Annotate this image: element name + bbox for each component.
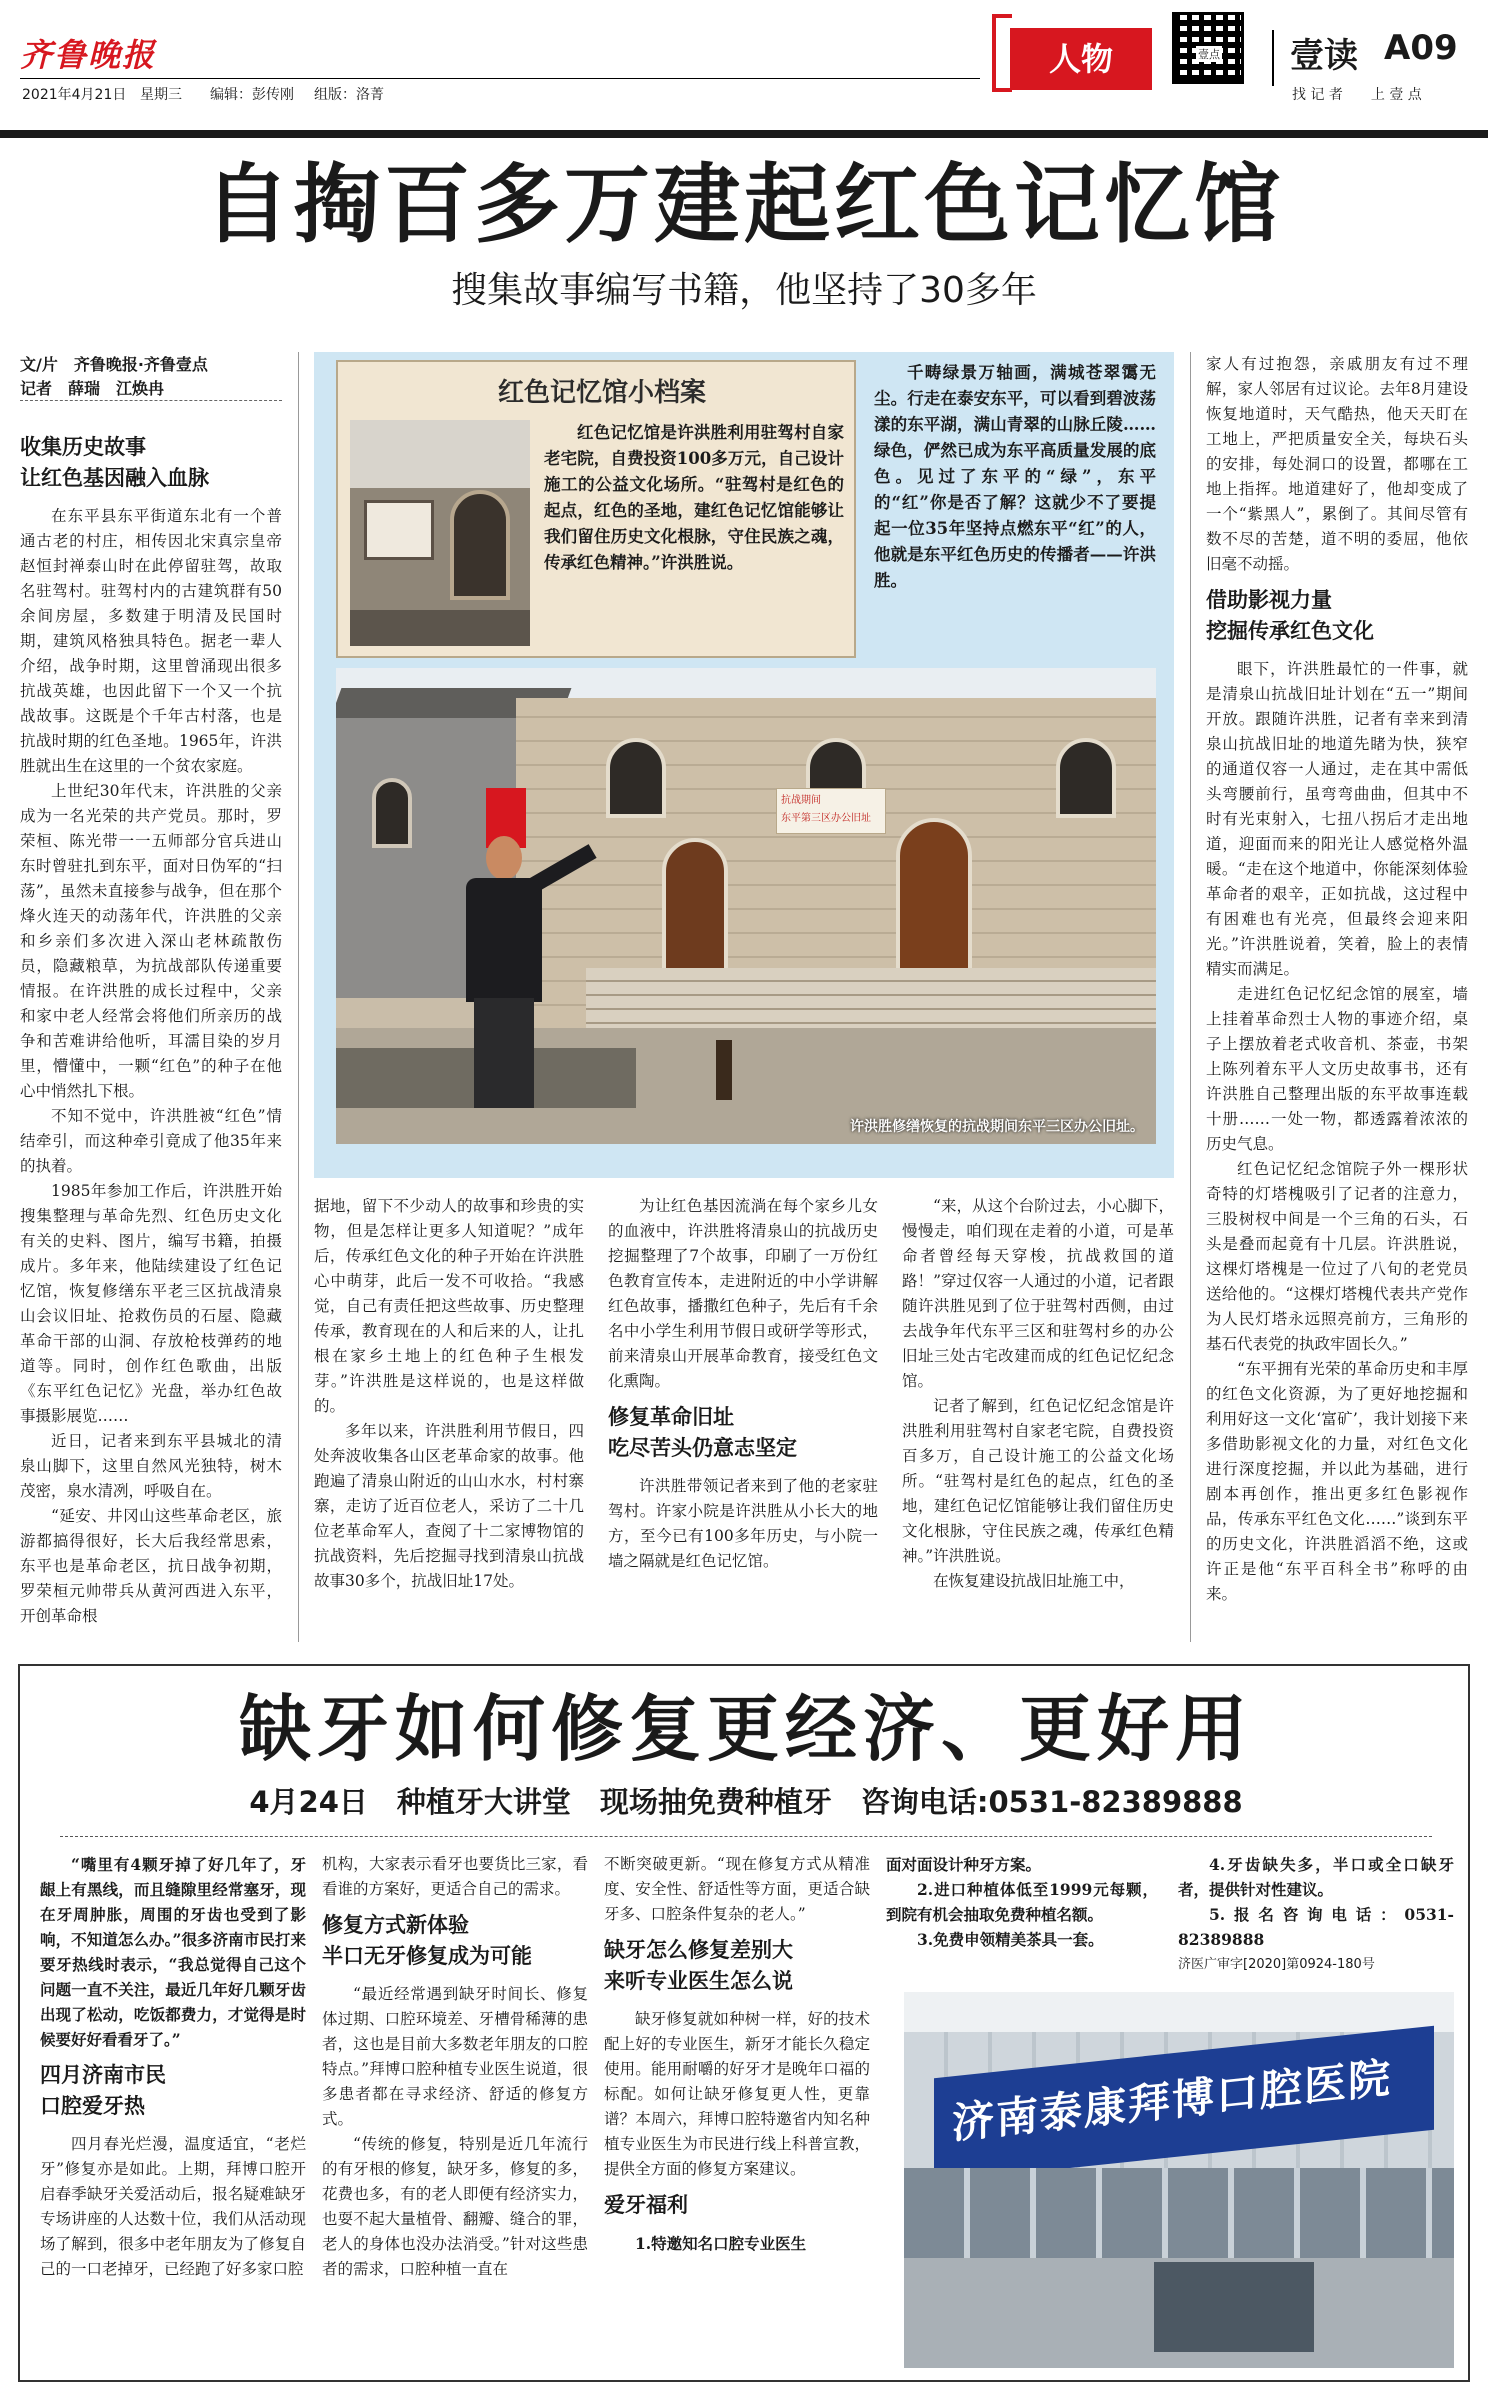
intro-text: 千畴绿景万轴画，满城苍翠霭无尘。行走在泰安东平，可以看到碧波荡漾的东平湖，满山青翠的山脉丘陵……绿色，俨然已成为东平高质量发展的底色。见过了东平的“绿”，东平的“红”你是否了解？这就少不了要提起一位35年坚持点燃东平“红”的人，他就是东平红色历史的传播者——许洪胜。 xyxy=(874,363,1156,590)
ad-column-3 xyxy=(604,1852,870,2372)
issue-date: 2021年4月21日 xyxy=(22,87,127,103)
article-subheadline: 搜集故事编写书籍，他坚持了30多年 xyxy=(451,270,1037,311)
paragraph: 多年以来，许洪胜利用节假日，四处奔波收集各山区老革命家的故事。他跑遍了清泉山附近的山山水水，村村寨寨，走访了近百位老人，采访了二十几位老革命军人，查阅了十二家博物馆的抗战资料，先后挖掘寻找到清泉山抗战故事30多个，抗战旧址17处。 xyxy=(314,1422,584,1590)
paragraph: 在恢复建设抗战旧址施工中， xyxy=(933,1572,1135,1590)
building-window xyxy=(1056,738,1116,818)
paragraph: 1985年参加工作后，许洪胜开始搜集整理与革命先烈、红色历史文化有关的史料、图片，编写书籍，拍摄成片。多年来，他陆续建设了红色记忆馆，恢复修缮东平老三区抗战清泉山会议旧址、抢救伤员的石屋、隐藏革命干部的山洞、存放枪枝弹药的地道等。同时，创作红色歌曲，出版《东平红色记忆》光盘，举办红色故事摄影展览…… xyxy=(20,1182,282,1425)
paragraph: 机构，大家表示看牙也要货比三家，看看谁的方案好，更适合自己的需求。 xyxy=(322,1855,588,1898)
issue-weekday: 星期三 xyxy=(140,87,182,103)
welfare-item: 5.报名咨询电话：0531-82389888 xyxy=(1178,1905,1454,1949)
page-number: A09 xyxy=(1384,28,1458,68)
paragraph: 缺牙修复就如种树一样，好的技术配上好的专业医生，新牙才能长久稳定使用。能用耐嚼的好牙才是晚年口福的标配。如何让缺牙修复更人性，更靠谱？本周六，拜博口腔特邀省内知名种植专业医生为市民进行线上科普宣教，提供全方面的修复方案建议。 xyxy=(604,2010,870,2178)
clinic-windows xyxy=(904,2168,1454,2258)
ad-column-2 xyxy=(322,1852,588,2372)
museum-info-card xyxy=(336,360,856,658)
building-window xyxy=(606,738,666,818)
museum-info-title: 红色记忆馆小档案 xyxy=(498,378,707,408)
ad-column-4 xyxy=(886,1852,1158,1982)
paragraph: 在东平县东平街道东北有一个普通古老的村庄，相传因北宋真宗皇帝赵恒封禅泰山时在此停留驻驾，故取名驻驾村。驻驾村内的古建筑群有50余间房屋，多数建于明清及民国时期，建筑风格独具特色。据老一辈人介绍，战争时期，这里曾涌现出很多抗战英雄，也因此留下一个又一个抗战故事。这既是个千年古村落，也是抗战时期的红色圣地。1965年，许洪胜就出生在这里的一个贫农家庭。 xyxy=(20,507,282,775)
ad-headline: 缺牙如何修复更经济、更好用 xyxy=(238,1687,1253,1771)
welfare-item: 4.牙齿缺失多，半口或全口缺牙者，提供针对性建议。 xyxy=(1178,1855,1454,1899)
byline-rule xyxy=(20,400,282,401)
ad-column-5 xyxy=(1178,1852,1454,1982)
welfare-item: 1.特邀知名口腔专业医生 xyxy=(635,2234,807,2253)
column-rule xyxy=(298,352,299,1642)
ad-subheading-doctor: 缺牙怎么修复差别大 来听专业医生怎么说 xyxy=(604,1938,793,1993)
plaque xyxy=(776,788,886,834)
subheading-film-power: 借助影视力量 挖掘传承红色文化 xyxy=(1206,588,1374,643)
paragraph: 不知不觉中，许洪胜被“红色”情结牵引，而这种牵引竟成了他35年来的执着。 xyxy=(20,1107,282,1175)
thick-rule xyxy=(0,130,1488,138)
museum-doorway-photo xyxy=(350,420,530,646)
paragraph: 不断突破更新。“现在修复方式从精准度、安全性、舒适性等方面，更适合缺牙多、口腔条件复杂的老人。” xyxy=(604,1855,870,1923)
byline-2: 记者 薛瑞 江焕冉 xyxy=(20,379,165,398)
ad-license: 济医广审字[2020]第0924-180号 xyxy=(1178,1957,1375,1972)
museum-info-text: 红色记忆馆是许洪胜利用驻驾村自家老宅院，自费投资100多万元，自己设计施工的公益文化场所。“驻驾村是红色的起点，红色的圣地，建红色记忆馆能够让我们留住历史文化根脉，守住民族之魂，传承红色精神。”许洪胜说。 xyxy=(544,423,844,572)
paragraph: 走进红色记忆纪念馆的展室，墙上挂着革命烈士人物的事迹介绍，桌子上摆放着老式收音机、茶壶，书架上陈列着东平人文历史故事书，还有许洪胜自己整理出版的东平故事连载十册……一处一物，都透露着浓浓的历史气息。 xyxy=(1206,985,1468,1153)
welfare-item: 2.进口种植体低至1999元每颗，到院有机会抽取免费种植名额。 xyxy=(886,1880,1158,1924)
qr-label: 壹点 xyxy=(1198,48,1220,61)
ad-subheading-welfare: 爱牙福利 xyxy=(604,2193,688,2217)
ad-column-1 xyxy=(40,1852,306,2372)
byline-1: 文/片 齐鲁晚报·齐鲁壹点 xyxy=(20,355,208,374)
paragraph: 许洪胜带领记者来到了他的老家驻驾村。许家小院是许洪胜从小长大的地方，至今已有100多年历史，与小院一墙之隔就是红色记忆馆。 xyxy=(608,1477,878,1570)
paragraph: 眼下，许洪胜最忙的一件事，就是清泉山抗战旧址计划在“五一”期间开放。跟随许洪胜，记者有幸来到清泉山抗战旧址的地道先睹为快，狭窄的通道仅容一人通过，走在其中需低头弯腰前行，虽弯弯曲曲，但其中不时有光束射入，七扭八拐后才走出地道，迎面而来的阳光让人感觉格外温暖。“走在这个地道中，你能深刻体验革命者的艰辛，正如抗战，这过程中有困难也有光亮，但最终会迎来阳光。”许洪胜说着，笑着，脸上的表情精实而满足。 xyxy=(1206,660,1468,978)
plaque-line-1: 抗战期间 xyxy=(781,795,821,806)
page-slogan: 找 记 者 上 壹 点 xyxy=(1292,87,1422,103)
section-tab-bracket xyxy=(992,14,1012,92)
header-rule xyxy=(20,78,980,79)
section-tab: 人物 xyxy=(1010,28,1152,90)
article-column-2 xyxy=(314,1194,584,1642)
building-window xyxy=(372,778,412,848)
column-rule xyxy=(1190,352,1191,1642)
red-lantern xyxy=(716,1040,732,1100)
article-headline: 自掏百多万建起红色记忆馆 xyxy=(204,155,1284,255)
paragraph: 据地，留下不少动人的故事和珍贵的实物，但是怎样让更多人知道呢？”成年后，传承红色文化的种子开始在许洪胜心中萌芽，此后一发不可收拾。“我感觉，自己有责任把这些故事、历史整理传承，教育现在的人和后来的人，让扎根在家乡土地上的红色种子生根发芽。”许洪胜是这样说的，也是这样做的。 xyxy=(314,1197,584,1415)
paragraph: “来，从这个台阶过去，小心脚下，慢慢走，咱们现在走着的小道，可是革命者曾经每天穿梭，抗战救国的道路！”穿过仅容一人通过的小道，记者跟随许洪胜见到了位于驻驾村西侧，由过去战争年代东平三区和驻驾村乡的办公旧址三处古宅改建而成的红色记忆纪念馆。 xyxy=(902,1197,1174,1390)
welfare-item: 3.免费申领精美茶具一套。 xyxy=(917,1930,1104,1949)
paragraph: 上世纪30年代末，许洪胜的父亲成为一名光荣的共产党员。那时，罗荣桓、陈光带一一五师部分官兵进山东时曾驻扎到东平，面对日伪军的“扫荡”，虽然未直接参与战争，但在那个烽火连天的动荡年代，许洪胜的父亲和乡亲们多次进入深山老林疏散伤员，隐藏粮草，为抗战部队传递重要情报。在许洪胜的成长过程中，父亲和家中老人经常会将他们所亲历的战争和苦难讲给他听，耳濡目染的岁月里，懵懂中，一颗“红色”的种子在他心中悄然扎下根。 xyxy=(20,782,282,1100)
masthead xyxy=(0,0,1488,140)
wall-frames xyxy=(364,500,434,560)
paragraph: “最近经常遇到缺牙时间长、修复体过期、口腔环境差、牙槽骨稀薄的患者，这也是目前大多数老年朋友的口腔特点。”拜博口腔种植专业医生说道，很多患者都在寻求经济、舒适的修复方式。 xyxy=(322,1985,588,2128)
door-right xyxy=(896,818,972,986)
article-column-1 xyxy=(20,424,282,1642)
door-left xyxy=(662,838,728,988)
welfare-item: 面对面设计种牙方案。 xyxy=(886,1855,1042,1874)
page-editor: 编辑：彭传刚 xyxy=(210,87,294,103)
paragraph: 记者了解到，红色记忆纪念馆是许洪胜利用驻驾村自家老宅院，自费投资百多万，自己设计施工的公益文化场所。“驻驾村是红色的起点，红色的圣地，建红色记忆馆能够让我们留住历史文化根脉，守住民族之魂，传承红色精神。”许洪胜说。 xyxy=(902,1397,1174,1565)
doorway-arch xyxy=(450,490,510,600)
feature-block xyxy=(314,352,1174,1178)
paragraph: 家人有过抱怨，亲戚朋友有过不理解，家人邻居有过议论。去年8月建设恢复地道时，天气酷热，他天天盯在工地上，严把质量安全关，每块石头的安排，每处洞口的设置，都哪在工地上指挥。地道建好了，他却变成了一个“紫黑人”，累倒了。其间尽管有数不尽的苦楚，道不明的委屈，他依旧毫不动摇。 xyxy=(1206,355,1468,573)
subheading-collect-stories: 收集历史故事 让红色基因融入血脉 xyxy=(20,435,209,490)
article-column-4 xyxy=(902,1194,1174,1642)
person-body xyxy=(466,878,542,1002)
clinic-building-photo xyxy=(904,1992,1454,2368)
person-legs xyxy=(474,998,534,1108)
person-head xyxy=(486,836,522,880)
paragraph: “延安、井冈山这些革命老区，旅游都搞得很好，长大后我经常思索，东平也是革命老区，抗日战争初期，罗荣桓元帅带兵从黄河西进入东平，开创革命根 xyxy=(20,1507,282,1625)
museum-exterior-photo xyxy=(336,668,1156,1144)
advertisement xyxy=(18,1664,1470,2382)
clinic-sign: 济南泰康拜博口腔医院 xyxy=(952,2052,1393,2149)
article-column-3 xyxy=(608,1194,878,1642)
ad-rule xyxy=(60,1836,1432,1837)
channel-name: 壹读 xyxy=(1290,36,1358,76)
ad-subheading-new-method: 修复方式新体验 半口无牙修复成为可能 xyxy=(322,1913,532,1968)
paragraph: 四月春光烂漫，温度适宜，“老烂牙”修复亦是如此。上期，拜博口腔开启春季缺牙关爱活动后，报名疑难缺牙专场讲座的人达数十位，我们从活动现场了解到，很多中老年朋友为了修复自己的一口老掉牙，已经跑了好多家口腔 xyxy=(40,2135,306,2278)
newspaper-logo: 齐鲁晚报 xyxy=(20,36,157,74)
ad-subheading-spring: 四月济南市民 口腔爱牙热 xyxy=(40,2063,166,2118)
paragraph: “嘴里有4颗牙掉了好几年了，牙龈上有黑线，而且缝隙里经常塞牙，现在牙周肿胀，周围的牙齿也受到了影响，不知道怎么办。”很多济南市民打来要牙热线时表示，“我总觉得自己这个问题一直不关注，最近几年好几颗牙齿出现了松动，吃饭都费力，才觉得是时候要好好看看牙了。” xyxy=(40,1855,306,2049)
plaque-line-2: 东平第三区办公旧址 xyxy=(781,813,871,824)
article-column-5 xyxy=(1206,352,1468,1642)
ad-tagline: 4月24日 种植牙大讲堂 现场抽免费种植牙 咨询电话:0531-82389888 xyxy=(249,1785,1243,1819)
photo-caption: 许洪胜修缮恢复的抗战期间东平三区办公旧址。 xyxy=(850,1119,1144,1135)
paragraph: 红色记忆纪念馆院子外一棵形状奇特的灯塔槐吸引了记者的注意力，三股树杈中间是一个三角的石头，石头是叠而起竟有十几层。许洪胜说，这棵灯塔槐是一位过了八旬的老党员送给他的。“这棵灯塔槐代表共产党作为人民灯塔永远照亮前方，三角形的基石代表党的执政牢固长久。” xyxy=(1206,1160,1468,1353)
subheading-repair-sites: 修复革命旧址 吃尽苦头仍意志坚定 xyxy=(608,1405,797,1460)
paragraph: “东平拥有光荣的革命历史和丰厚的红色文化资源，为了更好地挖掘和利用好这一文化‘富矿’，我计划接下来多借助影视文化的力量，对红色文化进行深度挖掘，并以此为基础，进行剧本再创作，推出更多红色影视作品，传承东平红色文化……”谈到东平的历史文化，许洪胜滔滔不绝，这或许正是他“东平百科全书”称呼的由来。 xyxy=(1206,1360,1468,1603)
header-divider xyxy=(1272,30,1274,86)
page-design: 组版：洛菁 xyxy=(314,87,384,103)
paragraph: “传统的修复，特别是近几年流行的有牙根的修复，缺牙多，修复的多，花费也多，有的老人即便有经济实力，也耍不起大量植骨、翻瓣、缝合的罪，老人的身体也没办法消受。”针对这些患者的需求，口腔种植一直在 xyxy=(322,2135,588,2278)
paragraph: 近日，记者来到东平县城北的清泉山脚下，这里自然风光独特，树木茂密，泉水清冽，呼吸自在。 xyxy=(20,1432,282,1500)
entrance-glass xyxy=(1154,2262,1314,2352)
paragraph: 为让红色基因流淌在每个家乡儿女的血液中，许洪胜将清泉山的抗战历史挖掘整理了7个故事，印刷了一万份红色教育宣传本，走进附近的中小学讲解红色故事，播撒红色种子，先后有千余名中小学生利用节假日或研学等形式，前来清泉山开展革命教育，接受红色文化熏陶。 xyxy=(608,1197,878,1390)
